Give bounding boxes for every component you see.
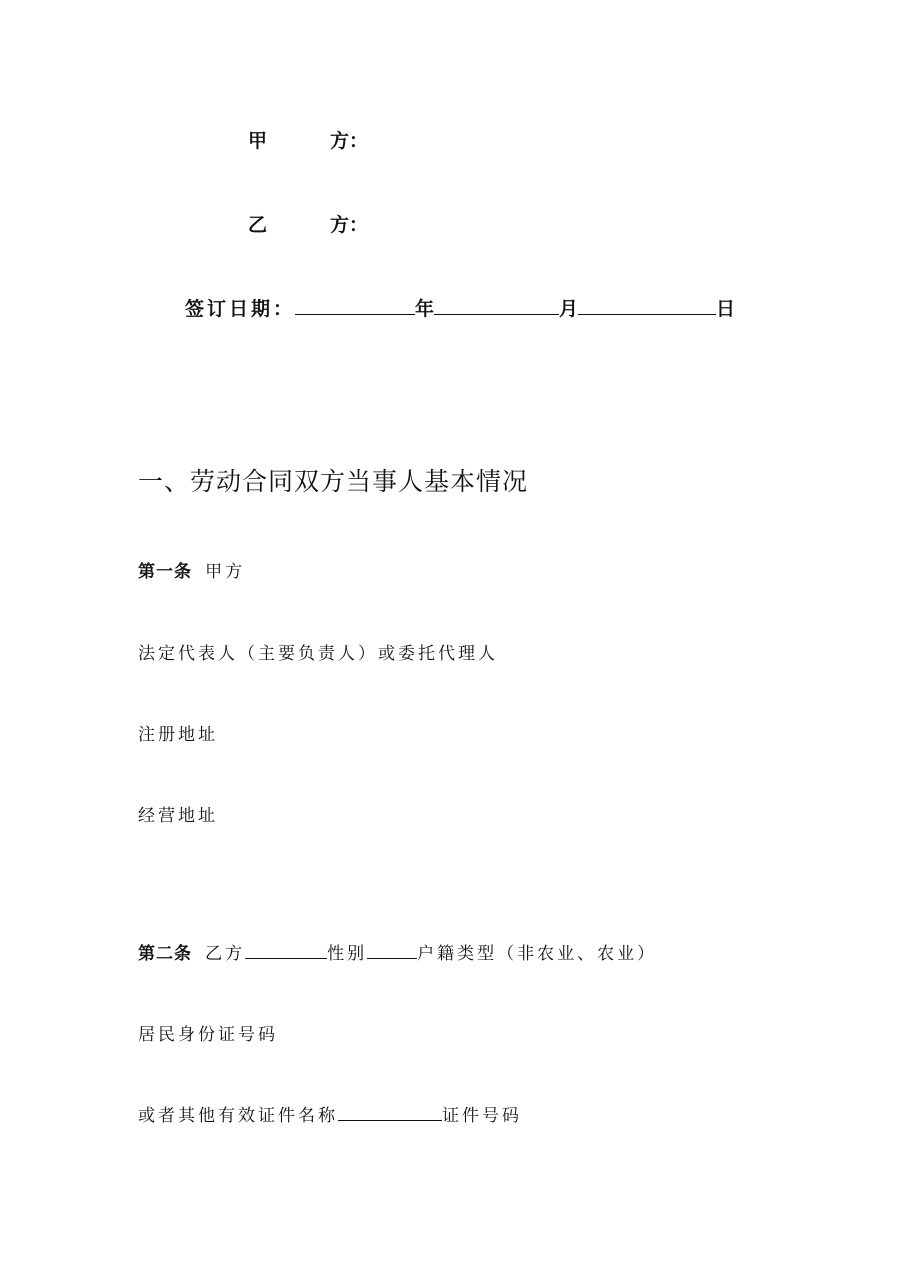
article-2-subject: 乙方 bbox=[205, 944, 246, 964]
registered-address-line: 注册地址 bbox=[138, 725, 218, 745]
party-a-label-char2: 方： bbox=[330, 130, 369, 152]
party-a-label-char1: 甲 bbox=[248, 130, 268, 152]
household-type-label: 户籍类型（非农业、农业） bbox=[417, 944, 658, 964]
operating-address-line: 经营地址 bbox=[138, 806, 218, 826]
cert-number-label: 证件号码 bbox=[442, 1106, 522, 1126]
article-1-head: 第一条 bbox=[138, 562, 192, 582]
gender-blank[interactable] bbox=[367, 942, 417, 959]
other-id-blank[interactable] bbox=[338, 1104, 442, 1121]
sign-date-row bbox=[185, 294, 735, 321]
day-blank[interactable] bbox=[578, 296, 716, 315]
other-id-label: 或者其他有效证件名称 bbox=[138, 1106, 338, 1126]
other-id-row bbox=[138, 1101, 522, 1126]
day-label: 日 bbox=[716, 298, 736, 320]
article-2-head: 第二条 bbox=[138, 944, 192, 964]
month-label: 月 bbox=[559, 298, 579, 320]
month-blank[interactable] bbox=[434, 296, 559, 315]
year-blank[interactable] bbox=[295, 296, 415, 315]
legal-representative-line: 法定代表人（主要负责人）或委托代理人 bbox=[138, 644, 498, 664]
sign-date-label: 签订日期： bbox=[185, 298, 296, 320]
article-2-heading-row bbox=[138, 939, 657, 964]
party-b-label-char2: 方： bbox=[330, 214, 369, 236]
party-b-label-char1: 乙 bbox=[248, 214, 268, 236]
year-label: 年 bbox=[415, 298, 435, 320]
gender-label: 性别 bbox=[327, 944, 368, 964]
party-b-name-blank[interactable] bbox=[245, 942, 327, 959]
id-number-line: 居民身份证号码 bbox=[138, 1025, 278, 1045]
section-1-title: 一、劳动合同双方当事人基本情况 bbox=[138, 467, 529, 496]
article-1-subject: 甲方 bbox=[205, 562, 246, 582]
article-1-heading-row bbox=[138, 557, 245, 582]
